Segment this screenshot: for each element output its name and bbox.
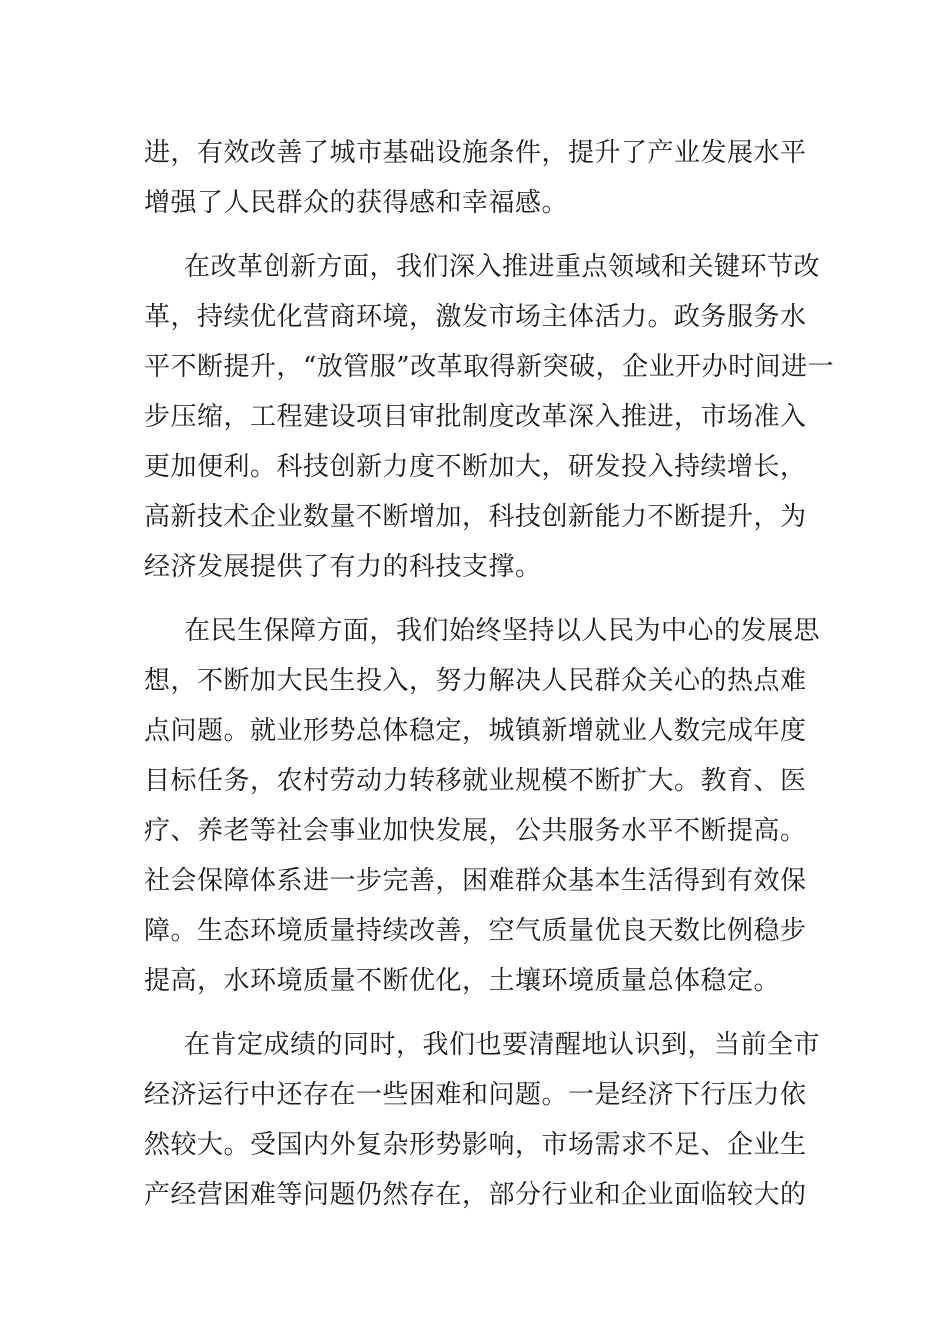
text-line: 步压缩，工程建设项目审批制度改革深入推进，市场准入 — [144, 402, 807, 432]
text-line: 高新技术企业数量不断增加，科技创新能力不断提升，为 — [144, 502, 807, 532]
text-line: 在改革创新方面，我们深入推进重点领域和关键环节改 — [184, 252, 821, 282]
text-line: 然较大。受国内外复杂形势影响，市场需求不足、企业生 — [144, 1130, 807, 1160]
text-line: 想，不断加大民生投入，努力解决人民群众关心的热点难 — [144, 666, 807, 696]
text-line: 目标任务，农村劳动力转移就业规模不断扩大。教育、医 — [144, 766, 807, 796]
text-line: 疗、养老等社会事业加快发展，公共服务水平不断提高。 — [144, 816, 807, 846]
paragraph-1 — [144, 128, 809, 228]
text-line: 产经营困难等问题仍然存在，部分行业和企业面临较大的 — [144, 1180, 807, 1210]
paragraph-4 — [144, 1020, 821, 1220]
text-line: 在肯定成绩的同时，我们也要清醒地认识到，当前全市 — [184, 1030, 821, 1060]
text-line: 在民生保障方面，我们始终坚持以人民为中心的发展思 — [184, 616, 821, 646]
text-line: 经济发展提供了有力的科技支撑。 — [144, 552, 542, 582]
text-line: 增强了人民群众的获得感和幸福感。 — [144, 188, 569, 218]
text-line: 革，持续优化营商环境，激发市场主体活力。政务服务水 — [144, 302, 807, 332]
paragraph-2 — [144, 242, 835, 592]
document-body — [144, 128, 835, 1220]
paragraph-3 — [144, 606, 821, 1006]
text-line: 障。生态环境质量持续改善，空气质量优良天数比例稳步 — [144, 916, 807, 946]
text-line: 社会保障体系进一步完善，困难群众基本生活得到有效保 — [144, 866, 807, 896]
text-line: 进，有效改善了城市基础设施条件，提升了产业发展水平 — [144, 138, 807, 168]
text-line: 更加便利。科技创新力度不断加大，研发投入持续增长， — [144, 452, 807, 482]
text-line: 提高，水环境质量不断优化，土壤环境质量总体稳定。 — [144, 966, 781, 996]
text-line: 点问题。就业形势总体稳定，城镇新增就业人数完成年度 — [144, 716, 807, 746]
text-line: 平不断提升，“放管服”改革取得新突破，企业开办时间进一 — [144, 352, 835, 382]
text-line: 经济运行中还存在一些困难和问题。一是经济下行压力依 — [144, 1080, 807, 1110]
